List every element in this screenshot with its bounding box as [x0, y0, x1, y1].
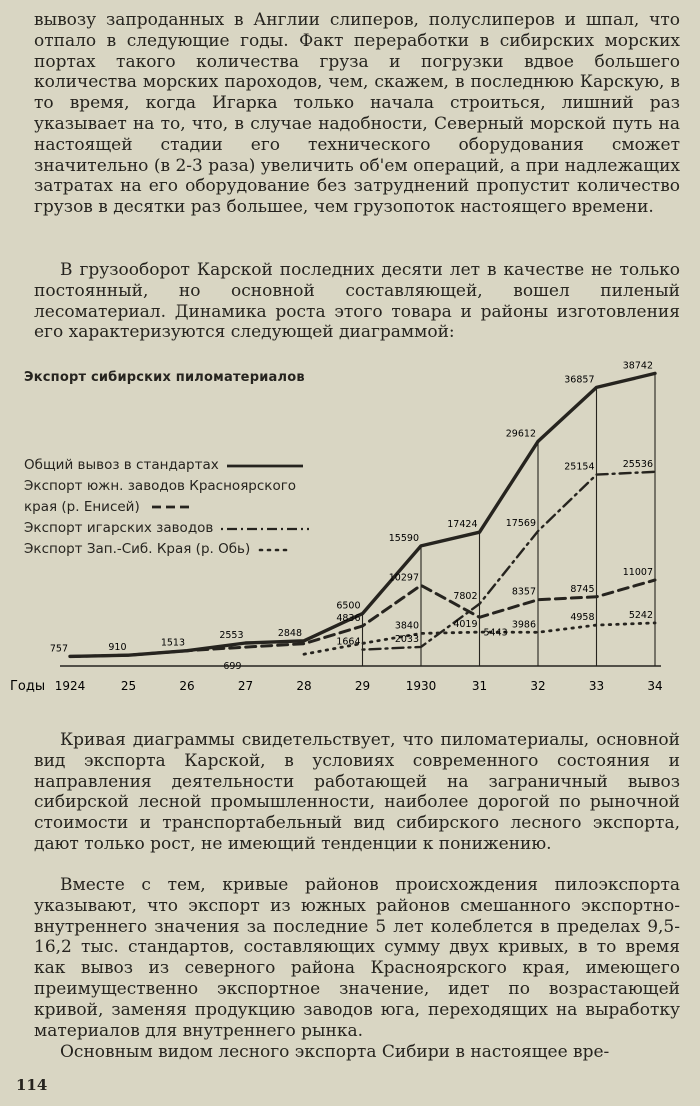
- data-label: 17569: [505, 518, 536, 530]
- x-tick-label: 31: [471, 679, 488, 693]
- data-label: 6500: [336, 600, 361, 612]
- legend-label-igarka: Экспорт игарских заводов: [24, 520, 214, 536]
- data-label: 2553: [219, 629, 244, 641]
- data-label: 10297: [388, 572, 419, 584]
- chart-title: Экспорт сибирских пиломатериалов: [24, 370, 305, 385]
- page-number: 114: [16, 1076, 48, 1094]
- data-label: 38742: [622, 360, 653, 372]
- data-label: 5443: [483, 627, 508, 639]
- data-label: 3840: [394, 620, 419, 632]
- paragraph-bottom-2: Вместе с тем, кривые районов происхождения пилоэкспорта указывают, что экспорт из южных районов смешанного экспортно-внутреннего значения за последние 5 лет колеблется в пределах 9,5-16,2 тыс. стандартов, составляющих сумму двух кривых, в то время как вывоз из северного района Красноярского края, имеющего преимущественно экспортное значение, идет по возрастающей кривой, заменяя продукцию заводов юга, переходящих на выработку материалов для внутреннего рынка.: [34, 875, 680, 1041]
- data-label: 8357: [511, 586, 536, 598]
- data-label: 36857: [564, 374, 595, 386]
- data-label: 4958: [570, 612, 595, 624]
- x-tick-label: 1924: [54, 679, 86, 693]
- x-tick-label: 33: [588, 679, 605, 693]
- data-label: 25536: [622, 458, 653, 470]
- legend-label-ob: Экспорт Зап.-Сиб. Края (р. Обь): [24, 541, 251, 557]
- chart-series: [70, 373, 655, 656]
- lumber-export-chart: [0, 350, 700, 710]
- legend-label-total: Общий вывоз в стандартах: [24, 457, 219, 473]
- data-label: 7802: [453, 590, 478, 602]
- paragraph-top-2: В грузооборот Карской последних десяти лет в качестве не только постоянный, но основной составляющей, вошел пиленый лесоматериал. Динамика роста этого товара и районы изготовления его характеризуются следующей диаграммой:: [34, 260, 680, 343]
- x-tick-label: 25: [120, 679, 137, 693]
- data-label: 17424: [447, 519, 478, 531]
- x-axis-title: Годы: [10, 679, 46, 694]
- data-label: 3986: [511, 619, 536, 631]
- data-label: 2848: [277, 627, 302, 639]
- data-label: 4836: [336, 612, 361, 624]
- data-label: 2033: [394, 633, 419, 645]
- x-tick-label: 34: [647, 679, 663, 693]
- chart-point-labels: [50, 360, 653, 671]
- x-tick-label: 32: [530, 679, 546, 693]
- legend-label-south: Экспорт южн. заводов Красноярского края (р. Енисей): [24, 478, 297, 515]
- paragraph-top-1: вывозу запроданных в Англии слиперов, полуслиперов и шпал, что отпало в следующие годы. Факт переработки в сибирских морских портах такого количества груза и погрузки вдвое большего количества морских пароходов, чем, скажем, в последнюю Карскую, в то время, когда Игарка только начала строиться, лишний раз указывает на то, что, в случае надобности, Северный морской путь на настоящей стадии его технического оборудования сможет значительно (в 2-3 раза) увеличить об'ем операций, а при надлежащих затратах на его оборудование без затруднений пропустит количество грузов в десятки раз большее, чем грузопоток настоящего времени.: [34, 10, 680, 218]
- data-label: 15590: [388, 532, 419, 544]
- x-tick-label: 28: [296, 679, 312, 693]
- x-tick-label: 29: [354, 679, 371, 693]
- data-label: 1513: [160, 637, 185, 649]
- x-tick-label: 1930: [405, 679, 437, 693]
- data-label: 5242: [628, 609, 653, 621]
- data-label: 757: [49, 643, 68, 655]
- data-label: 29612: [505, 428, 536, 440]
- data-label: 699: [223, 660, 242, 672]
- chart-x-axis: [10, 666, 663, 694]
- series-total-line: [70, 373, 655, 656]
- x-tick-label: 26: [179, 679, 195, 693]
- data-label: 4019: [453, 619, 478, 631]
- paragraph-bottom-1: Кривая диаграммы свидетельствует, что пиломатериалы, основной вид экспорта Карской, в условиях современного состояния и направления деятельности работающей на заграничный вывоз сибирской лесной промышленности, наиболее дорогой по рыночной стоимости и транспортабельный вид сибирского лесного экспорта, дают только рост, не имеющий тенденции к понижению.: [34, 730, 680, 854]
- paragraph-bottom-3: Основным видом лесного экспорта Сибири в настоящее вре-: [60, 1042, 610, 1062]
- x-tick-label: 27: [237, 679, 254, 693]
- data-label: 910: [108, 642, 127, 654]
- data-label: 25154: [564, 461, 595, 473]
- data-label: 8745: [570, 583, 595, 595]
- data-label: 1664: [336, 636, 361, 648]
- data-label: 11007: [622, 566, 653, 578]
